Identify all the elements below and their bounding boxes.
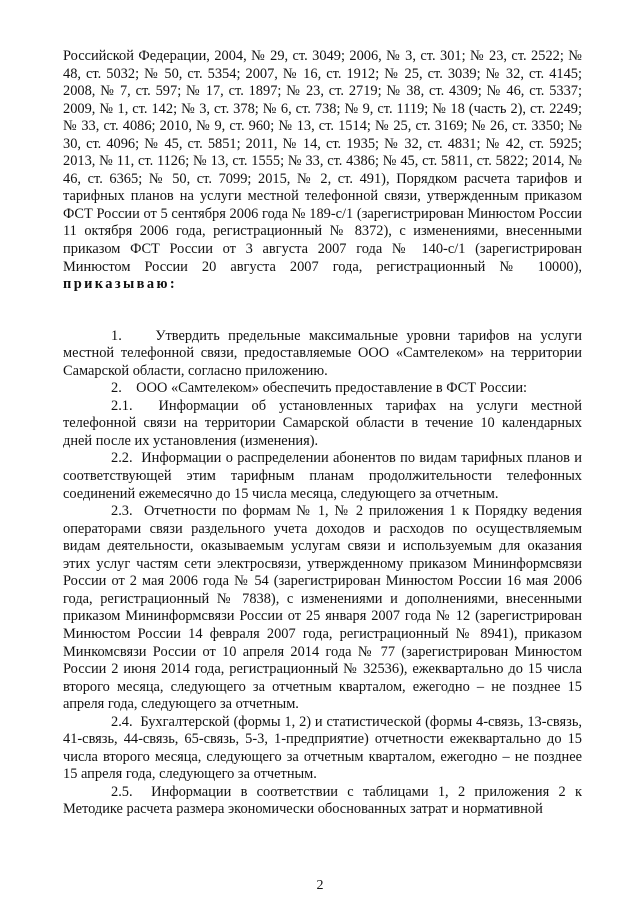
paragraph-2: 2. ООО «Самтелеком» обеспечить предоставление в ФСТ России:	[111, 380, 528, 397]
order-word: приказываю:	[63, 276, 178, 293]
paragraph-1: 1. Утвердить предельные максимальные уровни тарифов на услуги местной телефонной связи, предоставляемые ООО «Самтелеком» на территории Самарской области, согласно приложению.	[63, 327, 582, 379]
intro-paragraph	[63, 48, 582, 294]
paragraph-gap	[63, 294, 582, 328]
paragraph-2-3: 2.3. Отчетности по формам № 1, № 2 приложения 1 к Порядку ведения операторами связи раздельного учета доходов и расходов по осуществляемым видам деятельности, оказываемым услугам связи и используемым для оказания этих услуг частям сети электросвязи, утвержденному приказом Мининформсвязи России от 2 мая 2006 года № 54 (зарегистрирован Минюстом России 16 мая 2006 года, регистрационный № 7838), с изменениями и дополнениями, внесенными приказом Мининформсвязи России от 25 января 2007 года № 12 (зарегистрирован Минюстом России 14 февраля 2007 года, регистрационный № 8941), приказом Минкомсвязи России от 10 апреля 2014 года № 77 (зарегистрирован Минюстом России 2 июня 2014 года, регистрационный № 32536), ежеквартально до 15 числа второго месяца, следующего за отчетным кварталом, ежегодно – не позднее 15 апреля года, следующего за отчетным.	[63, 503, 582, 713]
intro-text: Российской Федерации, 2004, № 29, ст. 3049; 2006, № 3, ст. 301; № 23, ст. 2522; № 48, ст. 5032; № 50, ст. 5354; 2007, № 16, ст. 1912; № 25, ст. 3039; № 32, ст. 4145; 2008, № 7, ст. 597; № 17, ст. 1897; № 23, ст. 2719; № 38, ст. 4309; № 46, ст. 5337; 2009, № 1, ст. 142; № 3, ст. 378; № 6, ст. 738; № 9, ст. 1119; № 18 (часть 2), ст. 2249; № 33, ст. 4086; 2010, № 9, ст. 960; № 13, ст. 1514; № 25, ст. 3169; № 26, ст. 3350; № 30, ст. 4096; № 45, ст. 5851; 2011, № 14, ст. 1935; № 32, ст. 4831; № 42, ст. 5925; 2013, № 11, ст. 1126; № 13, ст. 1555; № 33, ст. 4386; № 45, ст. 5811, ст. 5822; 2014, № 46, ст. 6365; № 50, ст. 7099; 2015, № 2, ст. 491), Порядком расчета тарифов и тарифных планов на услуги местной телефонной связи, утвержденным приказом ФСТ России от 5 сентября 2006 года № 189-с/1 (зарегистрирован Минюстом России 11 октября 2006 года, регистрационный № 8372), с изменениями, внесенными приказом ФСТ России от 3 августа 2007 года № 140-с/1 (зарегистрирован Минюстом России 20 августа 2007 года, регистрационный № 10000),	[63, 48, 582, 275]
paragraph-2-4: 2.4. Бухгалтерской (формы 1, 2) и статистической (формы 4-связь, 13-связь, 41-связь, 44-связь, 65-связь, 5-3, 1-предприятие) отчетности ежеквартально до 15 числа второго месяца, следующего за отчетным кварталом, ежегодно – не позднее 15 апреля года, следующего за отчетным.	[63, 713, 582, 783]
paragraph-2-2: 2.2. Информации о распределении абонентов по видам тарифных планов и соответствующей этим тарифным планам продолжительности телефонных соединений ежемесячно до 15 числа месяца, следующего за отчетным.	[63, 450, 582, 502]
paragraph-2-1: 2.1. Информации об установленных тарифах на услуги местной телефонной связи на территории Самарской области в течение 10 календарных дней после их установления (изменения).	[63, 397, 582, 449]
page-number: 2	[316, 878, 324, 893]
paragraph-2-5: 2.5. Информации в соответствии с таблицами 1, 2 приложения 2 к Методике расчета размера экономически обоснованных затрат и нормативной	[63, 783, 582, 818]
